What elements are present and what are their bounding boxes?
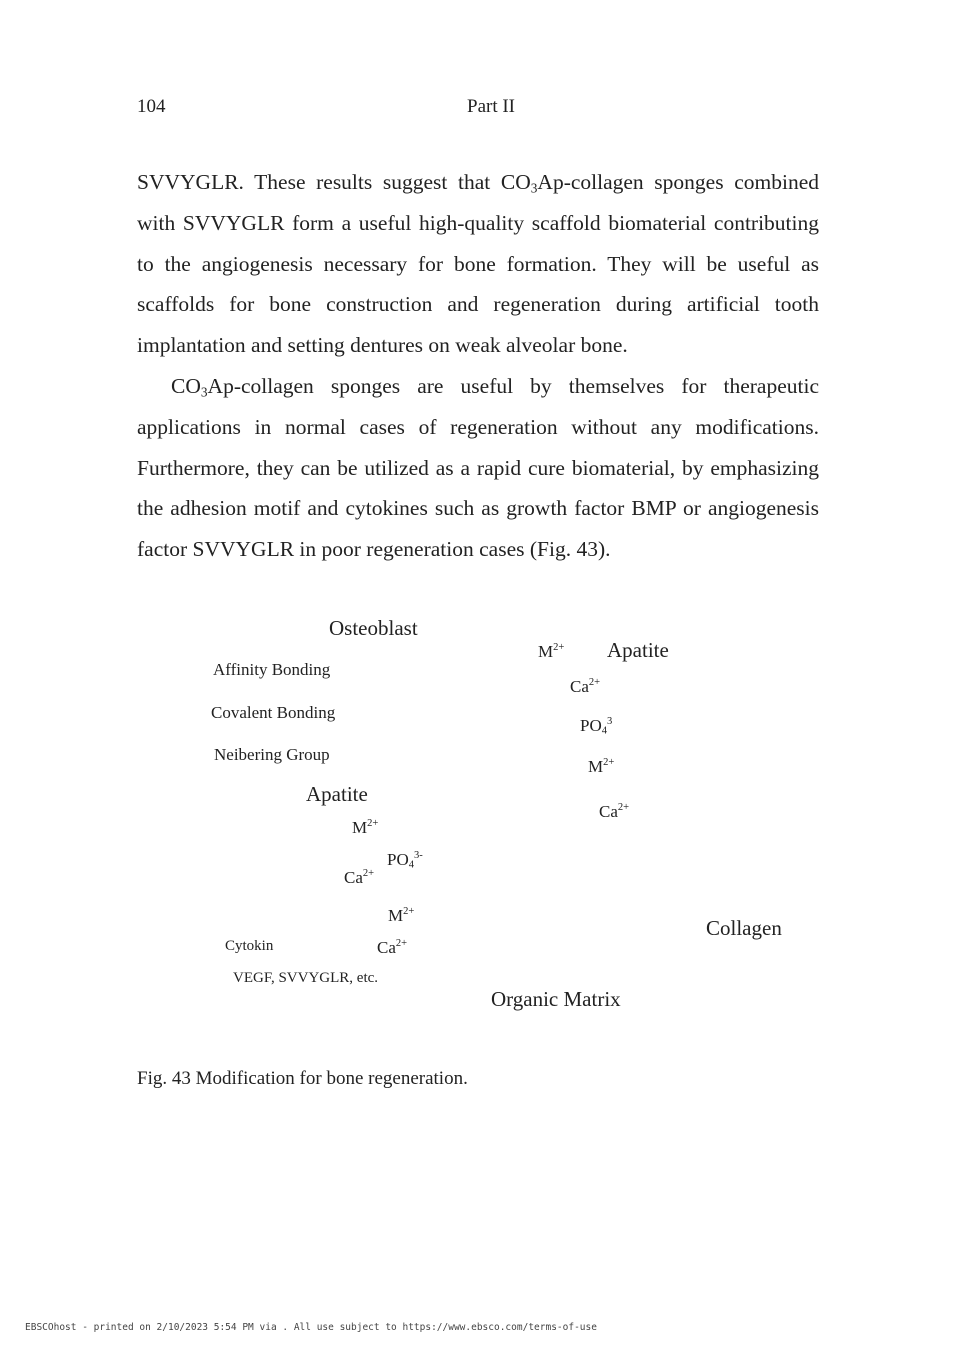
label-affinity-bonding: Affinity Bonding	[213, 660, 331, 679]
label-neibering-group: Neibering Group	[214, 745, 330, 764]
paragraph-1: SVVYGLR. These results suggest that $CO_3Ap$-collagen sponges combined with SVVYGLR form a useful high-quality scaffold biomaterial contributing to the angiogenesis necessary for bone formation. They will be useful as scaffolds for bone construction and regeneration during artificial tooth implantation and setting dentures on weak alveolar bone.	[137, 170, 819, 358]
paragraph-2: $CO_3Ap$-collagen sponges are useful by themselves for therapeutic applications in normal cases of regeneration without any modifications. Furthermore, they can be utilized as a rapid cure biomaterial, by emphasizing the adhesion motif and cytokines such as growth factor BMP or angiogenesis factor SVVYGLR in poor regeneration cases (Fig. 43).	[137, 373, 819, 562]
running-title: Part II	[467, 96, 516, 117]
ion-ca2-left-1: $Ca^{2+}$	[344, 868, 375, 887]
body-text	[137, 162, 819, 570]
label-cytokin: Cytokin	[225, 938, 274, 954]
ion-ca2-right-1: $Ca^{2+}$	[570, 677, 601, 696]
label-cytokin-examples: VEGF, SVVYGLR, etc.	[233, 970, 379, 986]
label-organic-matrix: Organic Matrix	[491, 987, 621, 1011]
ion-m2-left-2: $M^{2+}$	[388, 906, 415, 925]
page-number: 104	[137, 96, 166, 117]
label-apatite-left: Apatite	[306, 782, 368, 806]
label-osteoblast: Osteoblast	[329, 616, 418, 640]
ion-po4-right: $PO_4^3$	[580, 716, 613, 737]
ion-ca2-right-2: $Ca^{2+}$	[599, 802, 630, 821]
figure-caption: Fig. 43 Modification for bone regeneration.	[137, 1068, 468, 1089]
label-covalent-bonding: Covalent Bonding	[211, 703, 336, 722]
label-collagen: Collagen	[706, 916, 782, 940]
ion-ca2-left-2: $Ca^{2+}$	[377, 938, 408, 957]
footer-notice: EBSCOhost - printed on 2/10/2023 5:54 PM via . All use subject to https://www.ebsco.com/terms-of-use	[25, 1322, 597, 1333]
ion-m2-left-1: $M^{2+}$	[352, 818, 379, 837]
ion-m2-right-2: $M^{2+}$	[588, 757, 615, 776]
ion-m2-right-1: $M^{2+}$	[538, 642, 565, 661]
label-apatite-right: Apatite	[607, 638, 669, 662]
ion-po4-left: $PO_4^{3-}$	[387, 850, 423, 871]
